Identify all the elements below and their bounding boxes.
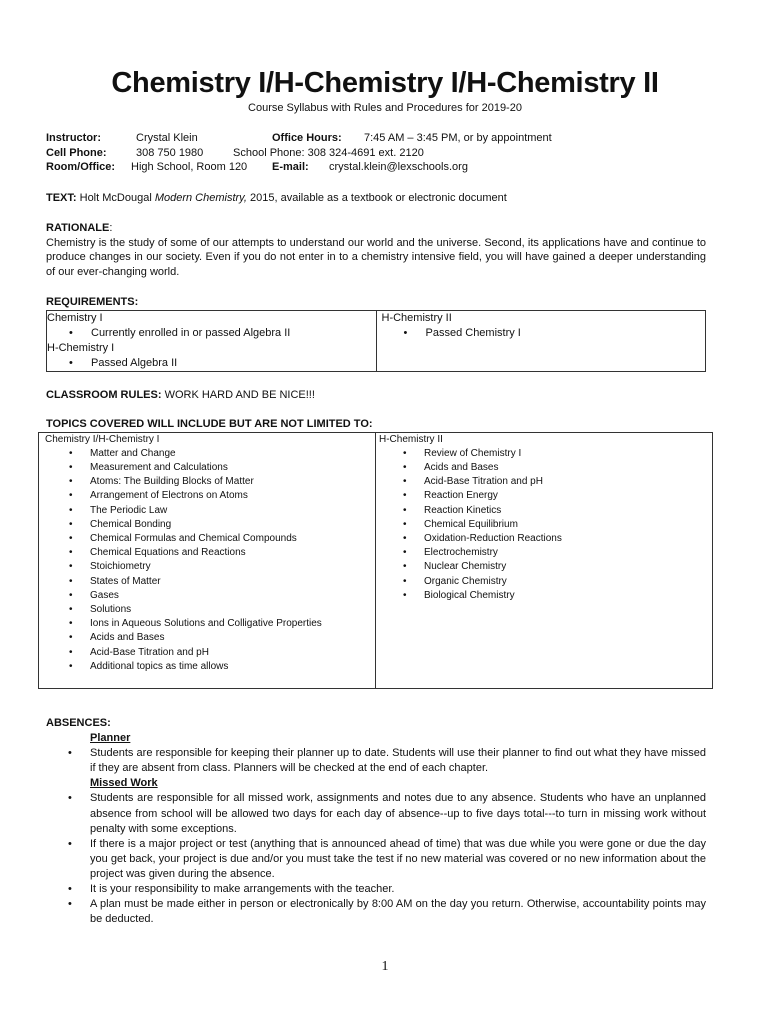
list-item: • Acids and Bases (45, 631, 375, 645)
info-row-room (46, 160, 706, 175)
email-label: E-mail: (272, 161, 309, 174)
req-course: H-Chemistry I (47, 341, 115, 354)
topics-table (38, 432, 713, 689)
school-phone: School Phone: 308 324-4691 ext. 2120 (233, 146, 424, 159)
instructor-label: Instructor: (46, 132, 101, 144)
requirements-section (46, 295, 706, 372)
room-label: Room/Office: (46, 161, 116, 174)
requirements-left-cell (47, 310, 377, 371)
requirements-table (46, 310, 706, 372)
list-item: • Students are responsible for keeping their planner up to date. Students will use their planner to find out what they have missed if they are absent from class. Planners will be checked at the end of each chapter. (46, 746, 706, 776)
rules-text: WORK HARD AND BE NICE!!! (164, 389, 315, 401)
list-item: • It is your responsibility to make arrangements with the teacher. (46, 882, 706, 897)
text-label: TEXT: (46, 192, 77, 204)
page-number: 1 (381, 959, 389, 974)
textbook-line (46, 191, 706, 206)
topics-right-cell (376, 432, 713, 688)
list-item: • Organic Chemistry (379, 575, 712, 589)
absences-section (46, 716, 706, 927)
office-hours-label: Office Hours: (272, 132, 342, 144)
room-value: High School, Room 120 (131, 161, 248, 174)
list-item: • Chemical Formulas and Chemical Compounds (45, 532, 375, 546)
list-item: • Matter and Change (45, 447, 375, 461)
list-item: • Nuclear Chemistry (379, 560, 712, 574)
classroom-rules (46, 388, 706, 403)
text-details: 2015, available as a textbook or electronic document (250, 192, 507, 204)
rules-label: CLASSROOM RULES: (46, 389, 162, 401)
missed-work-list (46, 791, 706, 927)
list-item: • Arrangement of Electrons on Atoms (45, 489, 375, 503)
list-item: • Reaction Kinetics (379, 504, 712, 518)
topics-left-cell (39, 432, 376, 688)
text-publisher: Holt McDougal (79, 192, 152, 204)
page-title: Chemistry I/H-Chemistry I/H-Chemistry II (111, 67, 659, 99)
list-item: • Solutions (45, 603, 375, 617)
topics-heading: TOPICS COVERED WILL INCLUDE BUT ARE NOT LIMITED TO: (46, 418, 373, 430)
list-item: • The Periodic Law (45, 504, 375, 518)
req-item: • Passed Chemistry I (382, 326, 706, 341)
list-item: • Stoichiometry (45, 560, 375, 574)
list-item: • Biological Chemistry (379, 589, 712, 603)
topics-right-list (379, 447, 712, 603)
instructor-name: Crystal Klein (136, 132, 198, 144)
req-course: H-Chemistry II (381, 311, 452, 324)
info-row-phone (46, 146, 706, 161)
cell-phone-value: 308 750 1980 (136, 146, 204, 159)
rationale-colon: : (109, 222, 113, 234)
planner-heading: Planner (90, 732, 131, 745)
email-value: crystal.klein@lexschools.org (329, 161, 468, 174)
topics-section (38, 417, 713, 689)
instructor-info (46, 131, 706, 175)
absences-heading: ABSENCES: (46, 717, 111, 729)
list-item: • States of Matter (45, 575, 375, 589)
req-item: • Currently enrolled in or passed Algebra II (47, 326, 376, 341)
list-item: • Additional topics as time allows (45, 660, 375, 674)
list-item: • Acids and Bases (379, 461, 712, 475)
list-item: • Review of Chemistry I (379, 447, 712, 461)
office-hours-value: 7:45 AM – 3:45 PM, or by appointment (364, 132, 552, 144)
cell-phone-label: Cell Phone: (46, 146, 107, 159)
text-book-title: Modern Chemistry, (154, 192, 247, 204)
page-subtitle: Course Syllabus with Rules and Procedures for 2019-20 (248, 102, 522, 114)
rationale-heading: RATIONALE (46, 222, 110, 234)
rationale-body: Chemistry is the study of some of our attempts to understand our world and the universe. Second, its applications have and continue to produce changes in our society. Even if you do not enter in to a chemistry intensive field, you will have gained a deeper understanding of our ever-changing world. (46, 236, 706, 278)
list-item: • Students are responsible for all missed work, assignments and notes due to any absence. Students who have an unplanned absence from school will be allowed two days for each day of absence--up to five days total---to turn in missing work without penalty with some exceptions. (46, 791, 706, 836)
list-item: • Gases (45, 589, 375, 603)
planner-list (46, 746, 706, 776)
list-item: • Ions in Aqueous Solutions and Colligative Properties (45, 617, 375, 631)
list-item: • Chemical Equations and Reactions (45, 546, 375, 560)
list-item: • Electrochemistry (379, 546, 712, 560)
missed-work-heading: Missed Work (90, 777, 158, 790)
rationale-section (46, 221, 706, 279)
list-item: • Acid-Base Titration and pH (379, 475, 712, 489)
req-item: • Passed Algebra II (47, 356, 376, 371)
info-row-instructor (46, 131, 706, 146)
list-item: • Chemical Bonding (45, 518, 375, 532)
list-item: • Atoms: The Building Blocks of Matter (45, 475, 375, 489)
topics-left-list (45, 447, 375, 674)
list-item: • Chemical Equilibrium (379, 518, 712, 532)
topics-left-title: Chemistry I/H-Chemistry I (45, 433, 160, 445)
list-item: • Measurement and Calculations (45, 461, 375, 475)
req-course: Chemistry I (47, 311, 103, 324)
list-item: • Oxidation-Reduction Reactions (379, 532, 712, 546)
list-item: • Reaction Energy (379, 489, 712, 503)
list-item: • A plan must be made either in person or electronically by 8:00 AM on the day you return. Otherwise, accountability points may be deducted. (46, 897, 706, 927)
requirements-heading: REQUIREMENTS: (46, 296, 139, 308)
list-item: • Acid-Base Titration and pH (45, 646, 375, 660)
list-item: • If there is a major project or test (anything that is announced ahead of time) that was due while you were gone or due the day you get back, your project is due and/or you must take the test if no new material was covered or no new information about the project was given during the absence. (46, 837, 706, 882)
topics-right-title: H-Chemistry II (379, 433, 443, 445)
requirements-right-cell (376, 310, 706, 371)
